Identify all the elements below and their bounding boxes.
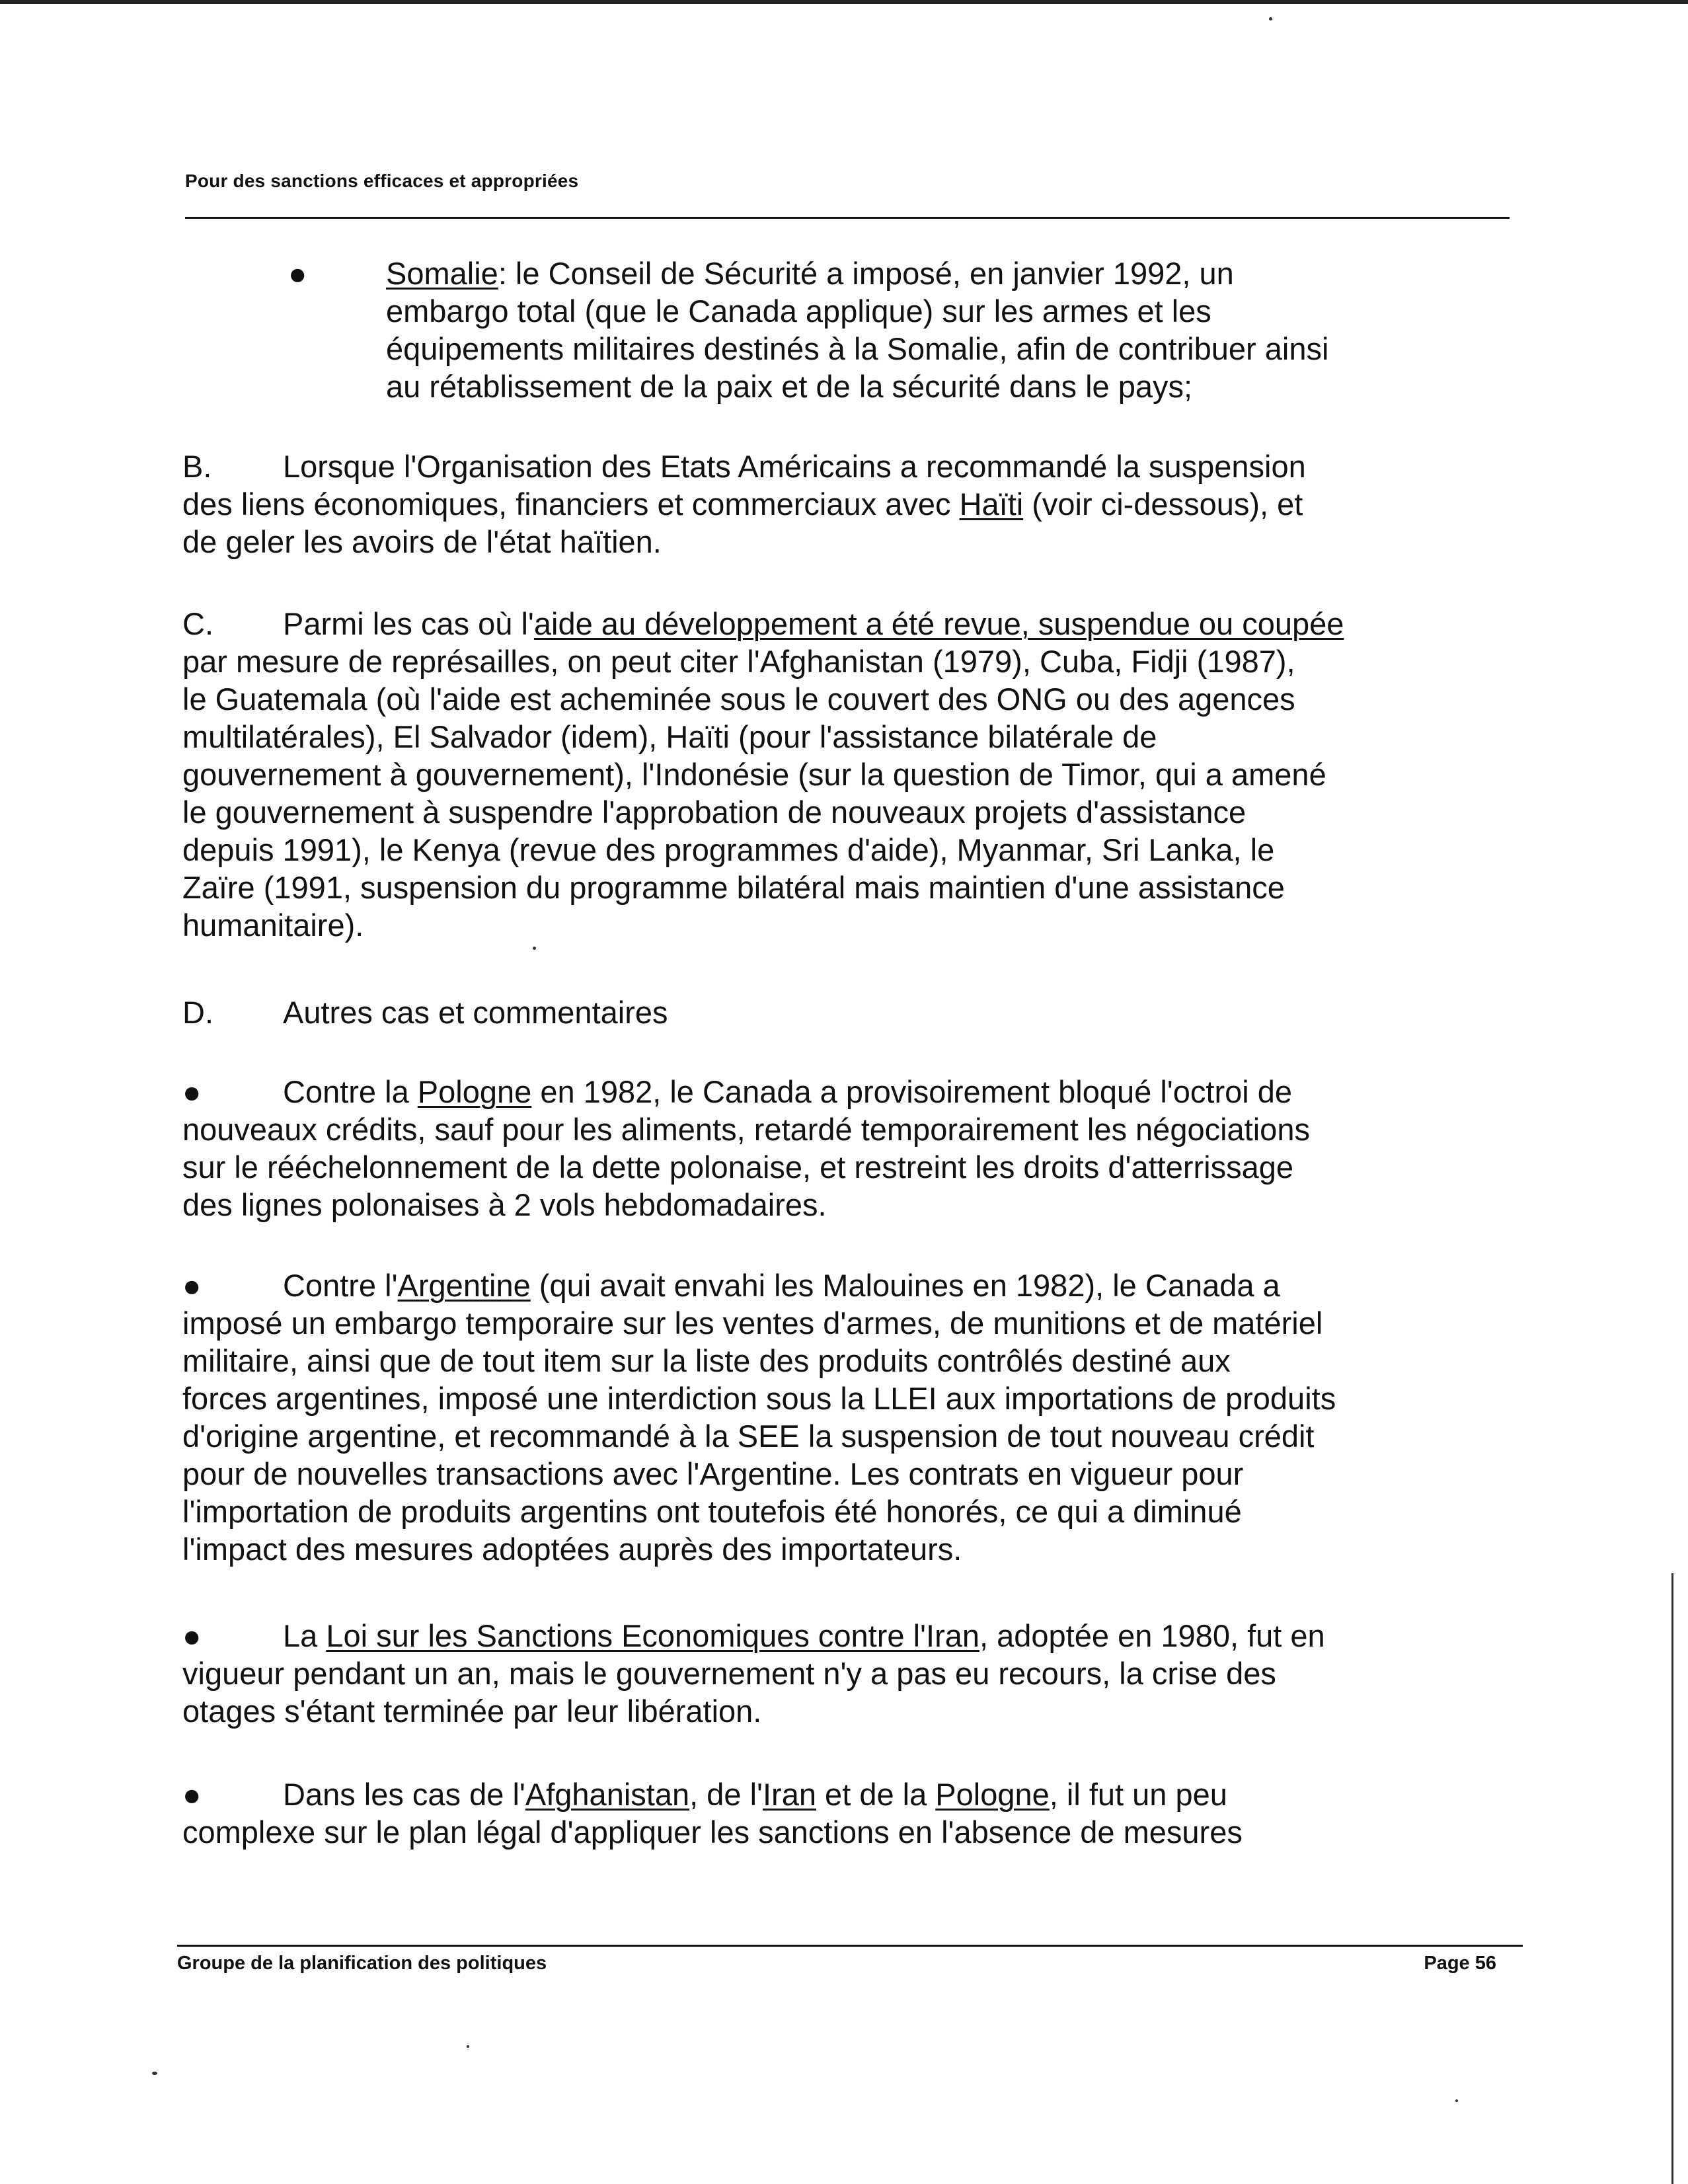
text-line: le gouvernement à suspendre l'approbation de nouveaux projets d'assistance — [182, 795, 1247, 830]
section-d — [182, 994, 1517, 1031]
text-line: ● Contre l'Argentine (qui avait envahi les Malouines en 1982), le Canada a — [182, 1268, 1280, 1303]
scan-speck — [1269, 17, 1272, 20]
section-b — [182, 448, 1517, 561]
bullet: ● — [182, 1268, 202, 1303]
link-somalie: Somalie — [386, 256, 498, 291]
text-line: des liens économiques, financiers et commerciaux avec Haïti (voir ci-dessous), et — [182, 487, 1303, 522]
link-afghanistan: Afghanistan — [525, 1777, 690, 1812]
bullet-somalie: ● — [288, 256, 307, 291]
link-argentine: Argentine — [397, 1268, 531, 1303]
scan-speck — [533, 947, 536, 950]
text-line: ● Dans les cas de l'Afghanistan, de l'Iran et de la Pologne, il fut un peu — [182, 1777, 1227, 1812]
link-haiti: Haïti — [959, 487, 1024, 522]
text-line: de geler les avoirs de l'état haïtien. — [182, 524, 662, 559]
text-line: des lignes polonaises à 2 vols hebdomadaires. — [182, 1187, 827, 1222]
text-line: C. Parmi les cas où l'aide au développement a été revue, suspendue ou coupée — [182, 606, 1344, 641]
text-line: gouvernement à gouvernement), l'Indonésie (sur la question de Timor, qui a amené — [182, 757, 1326, 792]
scan-speck — [467, 2045, 469, 2048]
link-loi-iran: Loi sur les Sanctions Economiques contre l'Iran — [326, 1618, 979, 1653]
text-line: imposé un embargo temporaire sur les ventes d'armes, de munitions et de matériel — [182, 1306, 1323, 1341]
text-line: forces argentines, imposé une interdiction sous la LLEI aux importations de produits — [182, 1381, 1336, 1416]
text-line: Somalie: le Conseil de Sécurité a imposé, en janvier 1992, un — [386, 256, 1234, 291]
footer-rule — [177, 1945, 1523, 1947]
section-label: C. — [182, 606, 213, 641]
text-line: par mesure de représailles, on peut citer l'Afghanistan (1979), Cuba, Fidji (1987), — [182, 644, 1295, 679]
bullet: ● — [182, 1074, 202, 1109]
scan-speck — [152, 2072, 157, 2075]
footer-group-name: Groupe de la planification des politiques — [177, 1953, 547, 1974]
paragraph-iran — [182, 1617, 1517, 1730]
scan-top-edge — [0, 0, 1688, 4]
text-line: l'impact des mesures adoptées auprès des importateurs. — [182, 1532, 962, 1567]
text-line — [182, 994, 1517, 1031]
paragraph-somalie — [386, 254, 1510, 405]
bullet: ● — [182, 1777, 202, 1812]
scan-right-edge — [1671, 1573, 1673, 2184]
text-line: équipements militaires destinés à la Somalie, afin de contribuer ainsi — [386, 331, 1329, 366]
scan-speck — [1455, 2099, 1458, 2102]
text-line: l'importation de produits argentins ont toutefois été honorés, ce qui a diminué — [182, 1494, 1242, 1529]
section-label: B. — [182, 449, 212, 484]
text-line: otages s'étant terminée par leur libération. — [182, 1694, 762, 1729]
paragraph-pologne — [182, 1073, 1517, 1224]
link-pologne: Pologne — [417, 1074, 532, 1109]
text-line: d'origine argentine, et recommandé à la SEE la suspension de tout nouveau crédit — [182, 1419, 1315, 1454]
text-line: vigueur pendant un an, mais le gouvernement n'y a pas eu recours, la crise des — [182, 1656, 1276, 1691]
bullet: ● — [182, 1618, 202, 1653]
text-line: ● La Loi sur les Sanctions Economiques contre l'Iran, adoptée en 1980, fut en — [182, 1618, 1325, 1653]
text-line: nouveaux crédits, sauf pour les aliments, retardé temporairement les négociations — [182, 1112, 1310, 1147]
text-line: complexe sur le plan légal d'appliquer les sanctions en l'absence de mesures — [182, 1814, 1243, 1850]
section-label: D. — [182, 995, 213, 1030]
link-aide-developpement: aide au développement a été revue, suspendue ou coupée — [533, 606, 1344, 641]
text-line: Zaïre (1991, suspension du programme bilatéral mais maintien d'une assistance — [182, 870, 1285, 905]
text-line: B. Lorsque l'Organisation des Etats Américains a recommandé la suspension — [182, 449, 1306, 484]
section-title: Autres cas et commentaires — [283, 995, 668, 1030]
text-line: humanitaire). — [182, 908, 364, 943]
link-pologne-2: Pologne — [935, 1777, 1050, 1812]
paragraph-argentine — [182, 1267, 1517, 1568]
text-line: au rétablissement de la paix et de la sécurité dans le pays; — [386, 369, 1193, 404]
page-number: Page 56 — [1424, 1953, 1496, 1974]
text-line: depuis 1991), le Kenya (revue des programmes d'aide), Myanmar, Sri Lanka, le — [182, 832, 1275, 867]
text-line: pour de nouvelles transactions avec l'Argentine. Les contrats en vigueur pour — [182, 1456, 1244, 1491]
text-line: militaire, ainsi que de tout item sur la liste des produits contrôlés destiné aux — [182, 1343, 1231, 1378]
header-rule — [185, 217, 1510, 219]
paragraph-afghanistan — [182, 1775, 1517, 1851]
text-line: multilatérales), El Salvador (idem), Haïti (pour l'assistance bilatérale de — [182, 719, 1157, 754]
text-line: sur le rééchelonnement de la dette polonaise, et restreint les droits d'atterrissage — [182, 1150, 1294, 1185]
page-header: Pour des sanctions efficaces et appropriées — [185, 171, 579, 191]
section-c — [182, 605, 1517, 944]
link-iran: Iran — [763, 1777, 816, 1812]
text-line: ● Contre la Pologne en 1982, le Canada a provisoirement bloqué l'octroi de — [182, 1074, 1293, 1109]
text-line: le Guatemala (où l'aide est acheminée sous le couvert des ONG ou des agences — [182, 682, 1295, 717]
text-line: embargo total (que le Canada applique) sur les armes et les — [386, 293, 1211, 329]
